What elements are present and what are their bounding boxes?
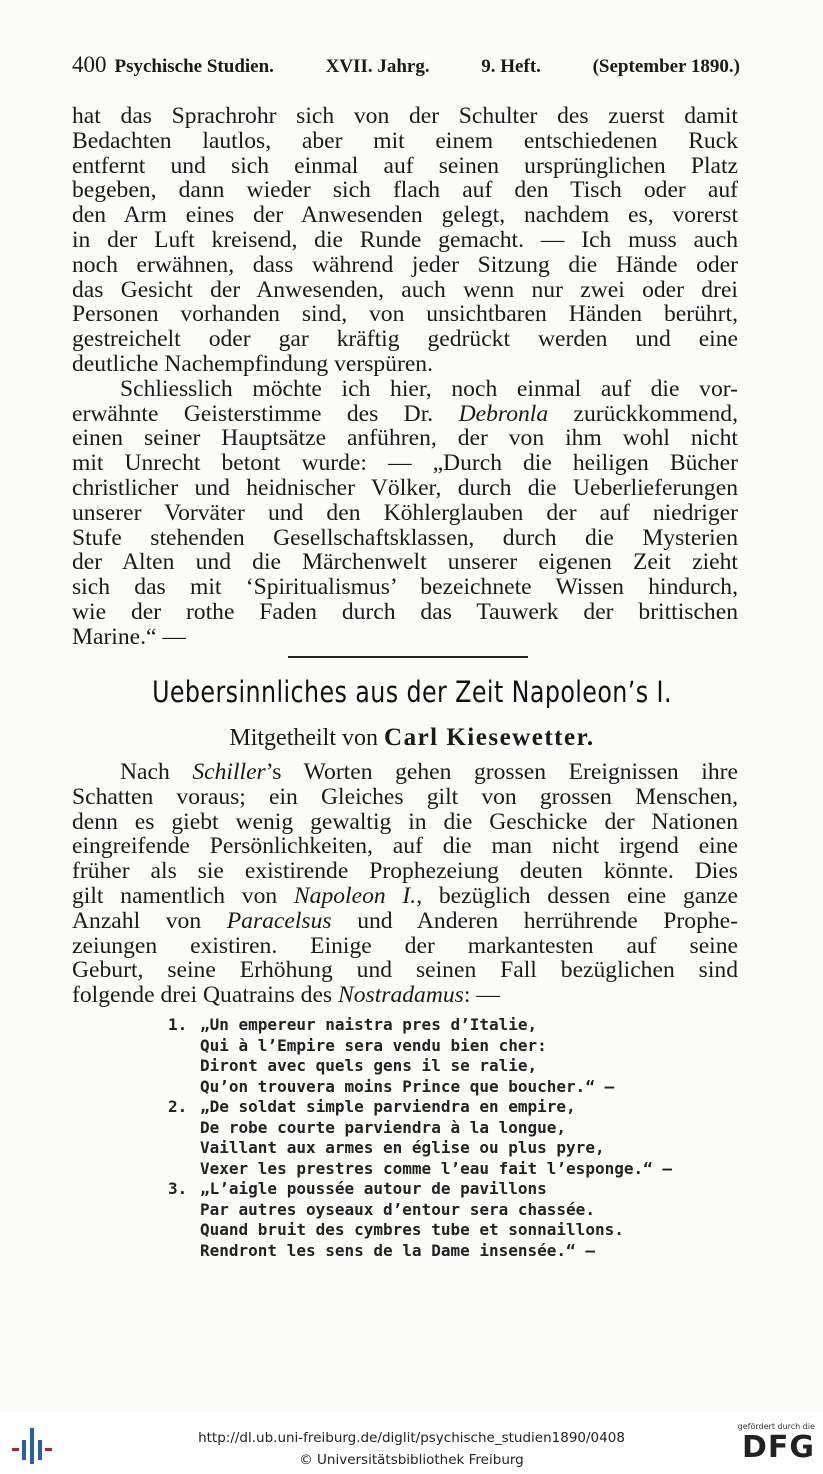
text-segment: : —	[463, 982, 500, 1009]
quatrain	[168, 1015, 688, 1097]
verse-line: Qui à l’Empire sera vendu bien cher:	[200, 1035, 547, 1055]
quatrain	[168, 1179, 688, 1261]
text-segment: zurückkommend,	[548, 400, 738, 427]
text-line: noch erwähnen, dass während jeder Sitzung die Hände oder	[72, 251, 738, 278]
verse-line: Vexer les prestres comme l’eau fait l’esponge.“ —	[200, 1158, 673, 1178]
text-line: entfernt und sich einmal auf seinen ursprünglichen Platz	[72, 152, 738, 179]
text-line: in der Luft kreisend, die Runde gemacht. — Ich muss auch	[72, 226, 738, 253]
text-line: hat das Sprachrohr sich von der Schulter des zuerst damit	[72, 103, 738, 129]
text-line: das Gesicht der Anwesenden, auch wenn nur zwei oder drei	[72, 276, 738, 303]
text-line: Geburt, seine Erhöhung und seinen Fall bezüglichen sind	[72, 957, 738, 984]
issue-date: (September 1890.)	[592, 56, 740, 77]
text-line: christlicher und heidnischer Völker, durch die Ueberlieferungen	[72, 474, 738, 501]
article-body	[72, 760, 738, 1008]
text-line: gestreichelt oder gar kräftig gedrückt werden und eine	[72, 326, 738, 353]
text-line	[72, 983, 738, 1008]
text-segment: und Anderen herrührende Prophe-	[331, 907, 738, 934]
viewer-footer	[0, 1412, 823, 1474]
running-header	[72, 52, 740, 78]
continued-text-block	[72, 104, 738, 650]
verse-line: Par autres oyseaux d’entour sera chassée.	[200, 1199, 595, 1219]
paragraph	[72, 377, 738, 650]
person-name: Nostradamus	[338, 982, 464, 1009]
dfg-logo	[727, 1422, 815, 1472]
paragraph	[72, 104, 738, 377]
verse-line: De robe courte parviendra à la longue,	[200, 1117, 567, 1137]
verse-line: Vaillant aux armes en église ou plus pyre,	[200, 1138, 605, 1157]
author-name: Carl Kiesewetter.	[384, 724, 595, 751]
journal-title: Psychische Studien.	[114, 56, 274, 77]
text-line: Bedachten lautlos, aber mit einem entschiedenen Ruck	[72, 127, 738, 154]
verse-line: Diront avec quels gens il se ralie,	[200, 1056, 538, 1075]
text-line: der Alten und die Märchenwelt unserer eigenen Zeit zieht	[72, 549, 738, 576]
permalink-link[interactable]: http://dl.ub.uni-freiburg.de/diglit/psychische_studien1890/0408	[198, 1430, 625, 1446]
text-line: Personen vorhanden sind, von unsichtbaren Händen berührt,	[72, 301, 738, 328]
verse-line: Quand bruit des cymbres tube et sonnaillons.	[200, 1220, 624, 1239]
text-line: deutliche Nachempfindung verspüren.	[72, 350, 433, 377]
quatrain-number: 2.	[168, 1097, 188, 1116]
byline-prefix: Mitgetheilt von	[229, 725, 385, 751]
article-byline	[72, 724, 752, 752]
text-line: einen seiner Hauptsätze anführen, der von ihm wohl nicht	[72, 425, 738, 452]
volume-label: XVII. Jahrg.	[325, 56, 430, 77]
text-line	[72, 760, 738, 785]
text-line: unserer Vorväter und den Köhlerglauben der auf niedriger	[72, 499, 738, 526]
person-name: Debronla	[458, 400, 549, 427]
text-line: Stufe stehenden Gesellschaftsklassen, durch die Mysterien	[72, 524, 738, 551]
verse-line: Qu’on trouvera moins Prince que boucher.“ —	[200, 1076, 615, 1096]
text-segment: folgende drei Quatrains des	[72, 982, 338, 1009]
text-line	[72, 402, 738, 427]
person-name: Schiller	[192, 759, 266, 785]
text-line: eingreifende Persönlichkeiten, auf die man nicht irgend eine	[72, 833, 738, 860]
quatrain-number: 1.	[168, 1015, 188, 1034]
verse-line: „Un empereur naistra pres d’Italie,	[200, 1015, 538, 1034]
text-line: Marine.“ —	[72, 623, 186, 650]
text-line: mit Unrecht betont wurde: — „Durch die heiligen Bücher	[72, 450, 738, 477]
paragraph	[72, 760, 738, 1008]
issue-label: 9. Heft.	[481, 56, 541, 77]
quatrain-number: 3.	[168, 1179, 188, 1198]
article-title: Uebersinnliches aus der Zeit Napoleon’s I.	[152, 675, 672, 709]
text-segment: erwähnte Geisterstimme des Dr.	[72, 400, 459, 427]
text-segment: , bezüglich dessen eine ganze	[416, 882, 738, 909]
quatrain	[168, 1097, 688, 1179]
text-line: zeiungen existiren. Einige der markantesten auf seine	[72, 932, 738, 959]
verse-line: „L’aigle poussée autour de pavillons	[200, 1179, 547, 1198]
copyright-notice: © Universitätsbibliothek Freiburg	[299, 1452, 524, 1468]
section-divider	[288, 656, 528, 658]
text-line: sich das mit ‘Spiritualismus’ bezeichnete Wissen hindurch,	[72, 574, 738, 601]
person-name: Paracelsus	[226, 907, 332, 934]
text-line: den Arm eines der Anwesenden gelegt, nachdem es, vorerst	[72, 202, 738, 229]
text-line: wie der rothe Faden durch das Tauwerk der brittischen	[72, 598, 738, 625]
dfg-wordmark: DFG	[741, 1430, 815, 1465]
text-line	[72, 909, 738, 934]
text-segment: Anzahl von	[72, 907, 227, 934]
text-line: Schliesslich möchte ich hier, noch einmal auf die vor-	[120, 375, 738, 402]
text-segment: Nach	[120, 759, 193, 785]
text-line: denn es giebt wenig gewaltig in die Geschicke der Nationen	[72, 808, 738, 835]
dfg-tagline: gefördert durch die	[737, 1422, 815, 1431]
text-line: früher als sie existirende Prophezeiung deuten könnte. Dies	[72, 858, 738, 885]
text-line: Schatten voraus; ein Gleiches gilt von grossen Menschen,	[72, 783, 738, 810]
text-line	[72, 884, 738, 909]
text-line: begeben, dann wieder sich flach auf den Tisch oder auf	[72, 177, 738, 204]
verse-line: „De soldat simple parviendra en empire,	[200, 1097, 576, 1116]
quatrains-list	[168, 1015, 688, 1261]
page-number: 400	[72, 52, 107, 77]
text-segment: ’s Worten gehen grossen Ereignissen ihre	[265, 759, 738, 785]
person-name: Napoleon I.	[293, 882, 417, 909]
verse-line: Rendront les sens de la Dame insensée.“ —	[200, 1240, 595, 1260]
text-segment: gilt namentlich von	[72, 882, 294, 909]
